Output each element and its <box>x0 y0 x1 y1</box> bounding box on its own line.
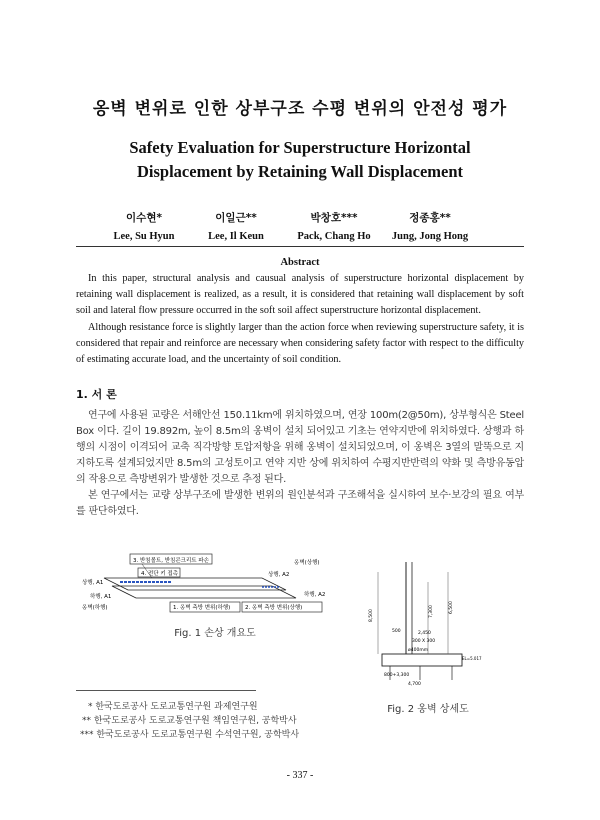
author-2-kr: 이일근** <box>215 212 257 224</box>
divider <box>76 246 524 247</box>
author-1 <box>94 210 194 242</box>
author-2 <box>186 210 286 242</box>
fig1-a1-down: 하행, A1 <box>90 594 112 600</box>
title-english-line2: Displacement by Retaining Wall Displacement <box>136 162 464 181</box>
section-paragraph-1: 연구에 사용된 교량은 서해안선 150.11km에 위치하였으며, 연장 100m(2@50m), 상부형식은 Steel Box 이다. 길이 19.892m, 높이 8.5m의 옹벽이 설치 되어있고 기초는 연약지반에 위치하였다. 상행과 하행의 시점이 이격되어 교축 직각방향 토압저항을 위해 옹벽이 설치되었으며, 이 옹벽은 3열의 말뚝으로 지지하도록 설계되었지만 8.5m의 고성토이고 연약 지반 상에 위치하여 수평지반반력의 약화 및 측방유동압의 작용으로 측방변위가 발생한 것으로 추정 된다. <box>76 410 524 485</box>
title-english-line1: Safety Evaluation for Superstructure Horizontal <box>129 138 471 157</box>
fig2-dim-h3: 6,500 <box>449 601 454 614</box>
title-korean: 옹벽 변위로 인한 상부구조 수평 변위의 안전성 평가 <box>92 99 508 119</box>
abstract-body <box>76 271 524 368</box>
fig2-dim-d9: 4,700 <box>408 682 421 687</box>
abstract-heading: Abstract <box>280 257 320 268</box>
author-1-kr: 이수현* <box>126 212 162 224</box>
fig1-a2-up: 상행, A2 <box>268 572 290 578</box>
fig2-dim-d2: 2,450 <box>418 631 431 636</box>
fig2-dim-el: EL=5.017 <box>462 656 482 661</box>
fig1-a1-up: 상행, A1 <box>82 580 104 586</box>
figure-2-caption: Fig. 2 옹벽 상세도 <box>387 704 469 715</box>
author-4-kr: 정종홍** <box>409 212 451 224</box>
author-4-en: Jung, Jong Hong <box>391 231 469 242</box>
figure-2-diagram <box>368 552 492 692</box>
author-3 <box>284 210 384 242</box>
fig1-wall-up: 옹벽(상행) <box>294 560 320 566</box>
fig2-footing <box>382 654 462 666</box>
author-1-en: Lee, Su Hyun <box>113 231 175 242</box>
footnote-3: *** 한국도로공사 도로교통연구원 수석연구원, 공학박사 <box>80 730 300 740</box>
footnotes <box>80 700 299 742</box>
footnote-1: * 한국도로공사 도로교통연구원 과제연구원 <box>88 702 258 712</box>
fig1-label-4: 4. 전단 키 접촉 <box>141 571 179 577</box>
page-number: - 337 - <box>286 770 314 781</box>
fig2-dim-d5: ø400mm <box>408 648 429 653</box>
author-3-en: Pack, Chang Ho <box>297 231 371 242</box>
fig1-label-2: 2. 옹벽 측방 변위(상행) <box>245 605 303 611</box>
footnote-2: ** 한국도로공사 도로교통연구원 책임연구원, 공학박사 <box>82 716 297 726</box>
author-4 <box>380 210 480 242</box>
fig1-label-1: 1. 옹벽 측방 변위(하행) <box>173 605 231 611</box>
fig2-dim-d1: 500 <box>392 629 401 634</box>
abstract-paragraph-1: In this paper, structural analysis and causual analysis of superstructure horizontal displacement by retaining wall displacement is realized, as a result, it is considered that retaining wall displacement by soft soil and lateral flow pressure occurred in the soft soil affect superstructure horizontal displacement. <box>76 273 524 317</box>
figure-1-diagram <box>82 552 352 618</box>
fig2-dim-d7: 800+3,300 <box>384 673 410 678</box>
fig2-dim-h2: 7,300 <box>429 605 434 618</box>
fig2-dim-h1: 8,500 <box>369 609 374 622</box>
figure-1-caption: Fig. 1 손상 개요도 <box>174 628 256 639</box>
section-heading: 1. 서 론 <box>76 388 117 401</box>
section-paragraph-2: 본 연구에서는 교량 상부구조에 발생한 변위의 원인분석과 구조해석을 실시하여 보수·보강의 필요 여부를 판단하였다. <box>76 490 524 517</box>
fig1-wall-down: 옹벽(하행) <box>82 605 108 611</box>
fig1-a2-down: 하행, A2 <box>304 592 326 598</box>
author-3-kr: 박창호*** <box>310 212 358 224</box>
fig1-upper-girder <box>104 578 286 590</box>
section-body <box>76 408 524 520</box>
fig2-dim-d4: 300 X 300 <box>412 639 436 644</box>
author-2-en: Lee, Il Keun <box>208 231 264 242</box>
abstract-paragraph-2: Although resistance force is slightly larger than the action force when reviewing superstructure safety, it is considered that repair and reinforce are necessary when considering safety factor with respect to the difficulty of estimating accurate load, and the uncertainty of soil condition. <box>76 321 524 366</box>
fig1-label-3: 3. 받침볼트, 받침콘크리트 파손 <box>133 558 209 564</box>
footnote-divider <box>76 690 256 691</box>
